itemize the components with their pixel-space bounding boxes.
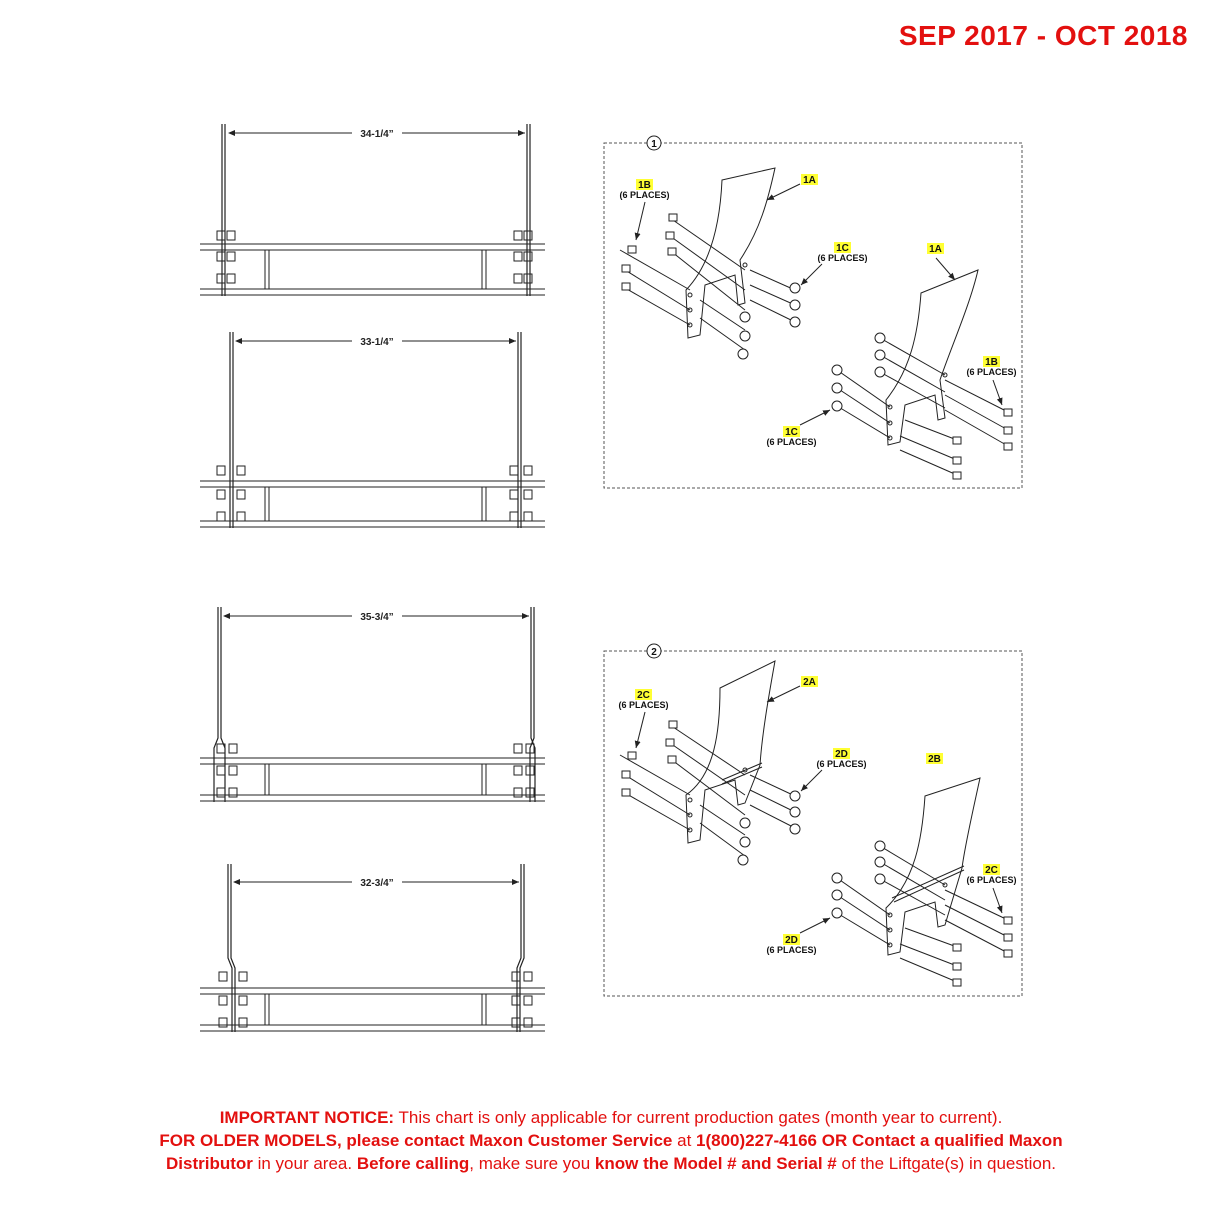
kit-1-panel — [604, 136, 1022, 488]
notice-text: This chart is only applicable for current production gates (month year to current). — [394, 1108, 1003, 1127]
svg-text:(6 PLACES): (6 PLACES) — [816, 759, 867, 769]
kit-number: 1 — [651, 139, 657, 150]
dimension-label: 35-3/4” — [360, 612, 394, 623]
callout-label — [766, 426, 816, 447]
notice-text: at — [672, 1131, 697, 1150]
notice-older-models: FOR OLDER MODELS, please contact Maxon Customer Service — [159, 1131, 673, 1150]
svg-text:1C: 1C — [785, 427, 798, 438]
callout-label — [766, 934, 816, 955]
dimension-label: 32-3/4” — [360, 878, 394, 889]
svg-text:(6 PLACES): (6 PLACES) — [766, 945, 817, 955]
svg-text:1A: 1A — [803, 175, 816, 186]
kit-2-panel — [604, 644, 1022, 996]
svg-text:2D: 2D — [835, 749, 848, 760]
front-view-34-1-4 — [200, 124, 545, 296]
svg-text:(6 PLACES): (6 PLACES) — [817, 253, 868, 263]
front-view-32-3-4 — [200, 864, 545, 1032]
callout-label — [927, 243, 944, 255]
callout-label — [966, 864, 1016, 885]
svg-text:2C: 2C — [637, 690, 650, 701]
important-notice — [60, 1106, 1162, 1175]
svg-text:1B: 1B — [985, 357, 998, 368]
dimension-label: 33-1/4” — [360, 337, 394, 348]
svg-text:(6 PLACES): (6 PLACES) — [619, 190, 670, 200]
callout-label — [801, 676, 818, 688]
callout-label — [801, 174, 818, 186]
front-view-35-3-4 — [200, 607, 545, 802]
notice-model-serial: know the Model # and Serial # — [594, 1154, 837, 1173]
svg-text:2B: 2B — [928, 754, 941, 765]
notice-text: in your area. — [252, 1154, 357, 1173]
notice-line-2 — [60, 1129, 1162, 1152]
notice-heading: IMPORTANT NOTICE: — [219, 1108, 395, 1127]
dimension-label: 34-1/4” — [360, 129, 394, 140]
svg-text:1C: 1C — [836, 243, 849, 254]
svg-text:(6 PLACES): (6 PLACES) — [966, 367, 1017, 377]
svg-text:1B: 1B — [638, 180, 651, 191]
callout-label — [817, 242, 867, 263]
callout-label — [619, 179, 669, 200]
notice-text: , make sure you — [469, 1154, 595, 1173]
front-view-33-1-4 — [200, 332, 545, 528]
notice-line-1 — [60, 1106, 1162, 1129]
svg-text:2A: 2A — [803, 677, 816, 688]
date-range-title: SEP 2017 - OCT 2018 — [898, 20, 1188, 51]
notice-line-3 — [60, 1152, 1162, 1175]
svg-text:2D: 2D — [785, 935, 798, 946]
notice-phone: 1(800)227-4166 OR Contact a qualified Maxon — [696, 1131, 1063, 1150]
notice-text: of the Liftgate(s) in question. — [836, 1154, 1057, 1173]
callout-label — [966, 356, 1016, 377]
kit-number: 2 — [651, 647, 657, 658]
callout-label — [816, 748, 866, 769]
svg-text:(6 PLACES): (6 PLACES) — [618, 700, 669, 710]
notice-distributor: Distributor — [165, 1154, 253, 1173]
callout-label — [618, 689, 668, 710]
callout-label — [926, 753, 943, 765]
svg-text:1A: 1A — [929, 244, 942, 255]
svg-text:(6 PLACES): (6 PLACES) — [766, 437, 817, 447]
svg-text:(6 PLACES): (6 PLACES) — [966, 875, 1017, 885]
notice-before-calling: Before calling — [356, 1154, 470, 1173]
svg-text:2C: 2C — [985, 865, 998, 876]
